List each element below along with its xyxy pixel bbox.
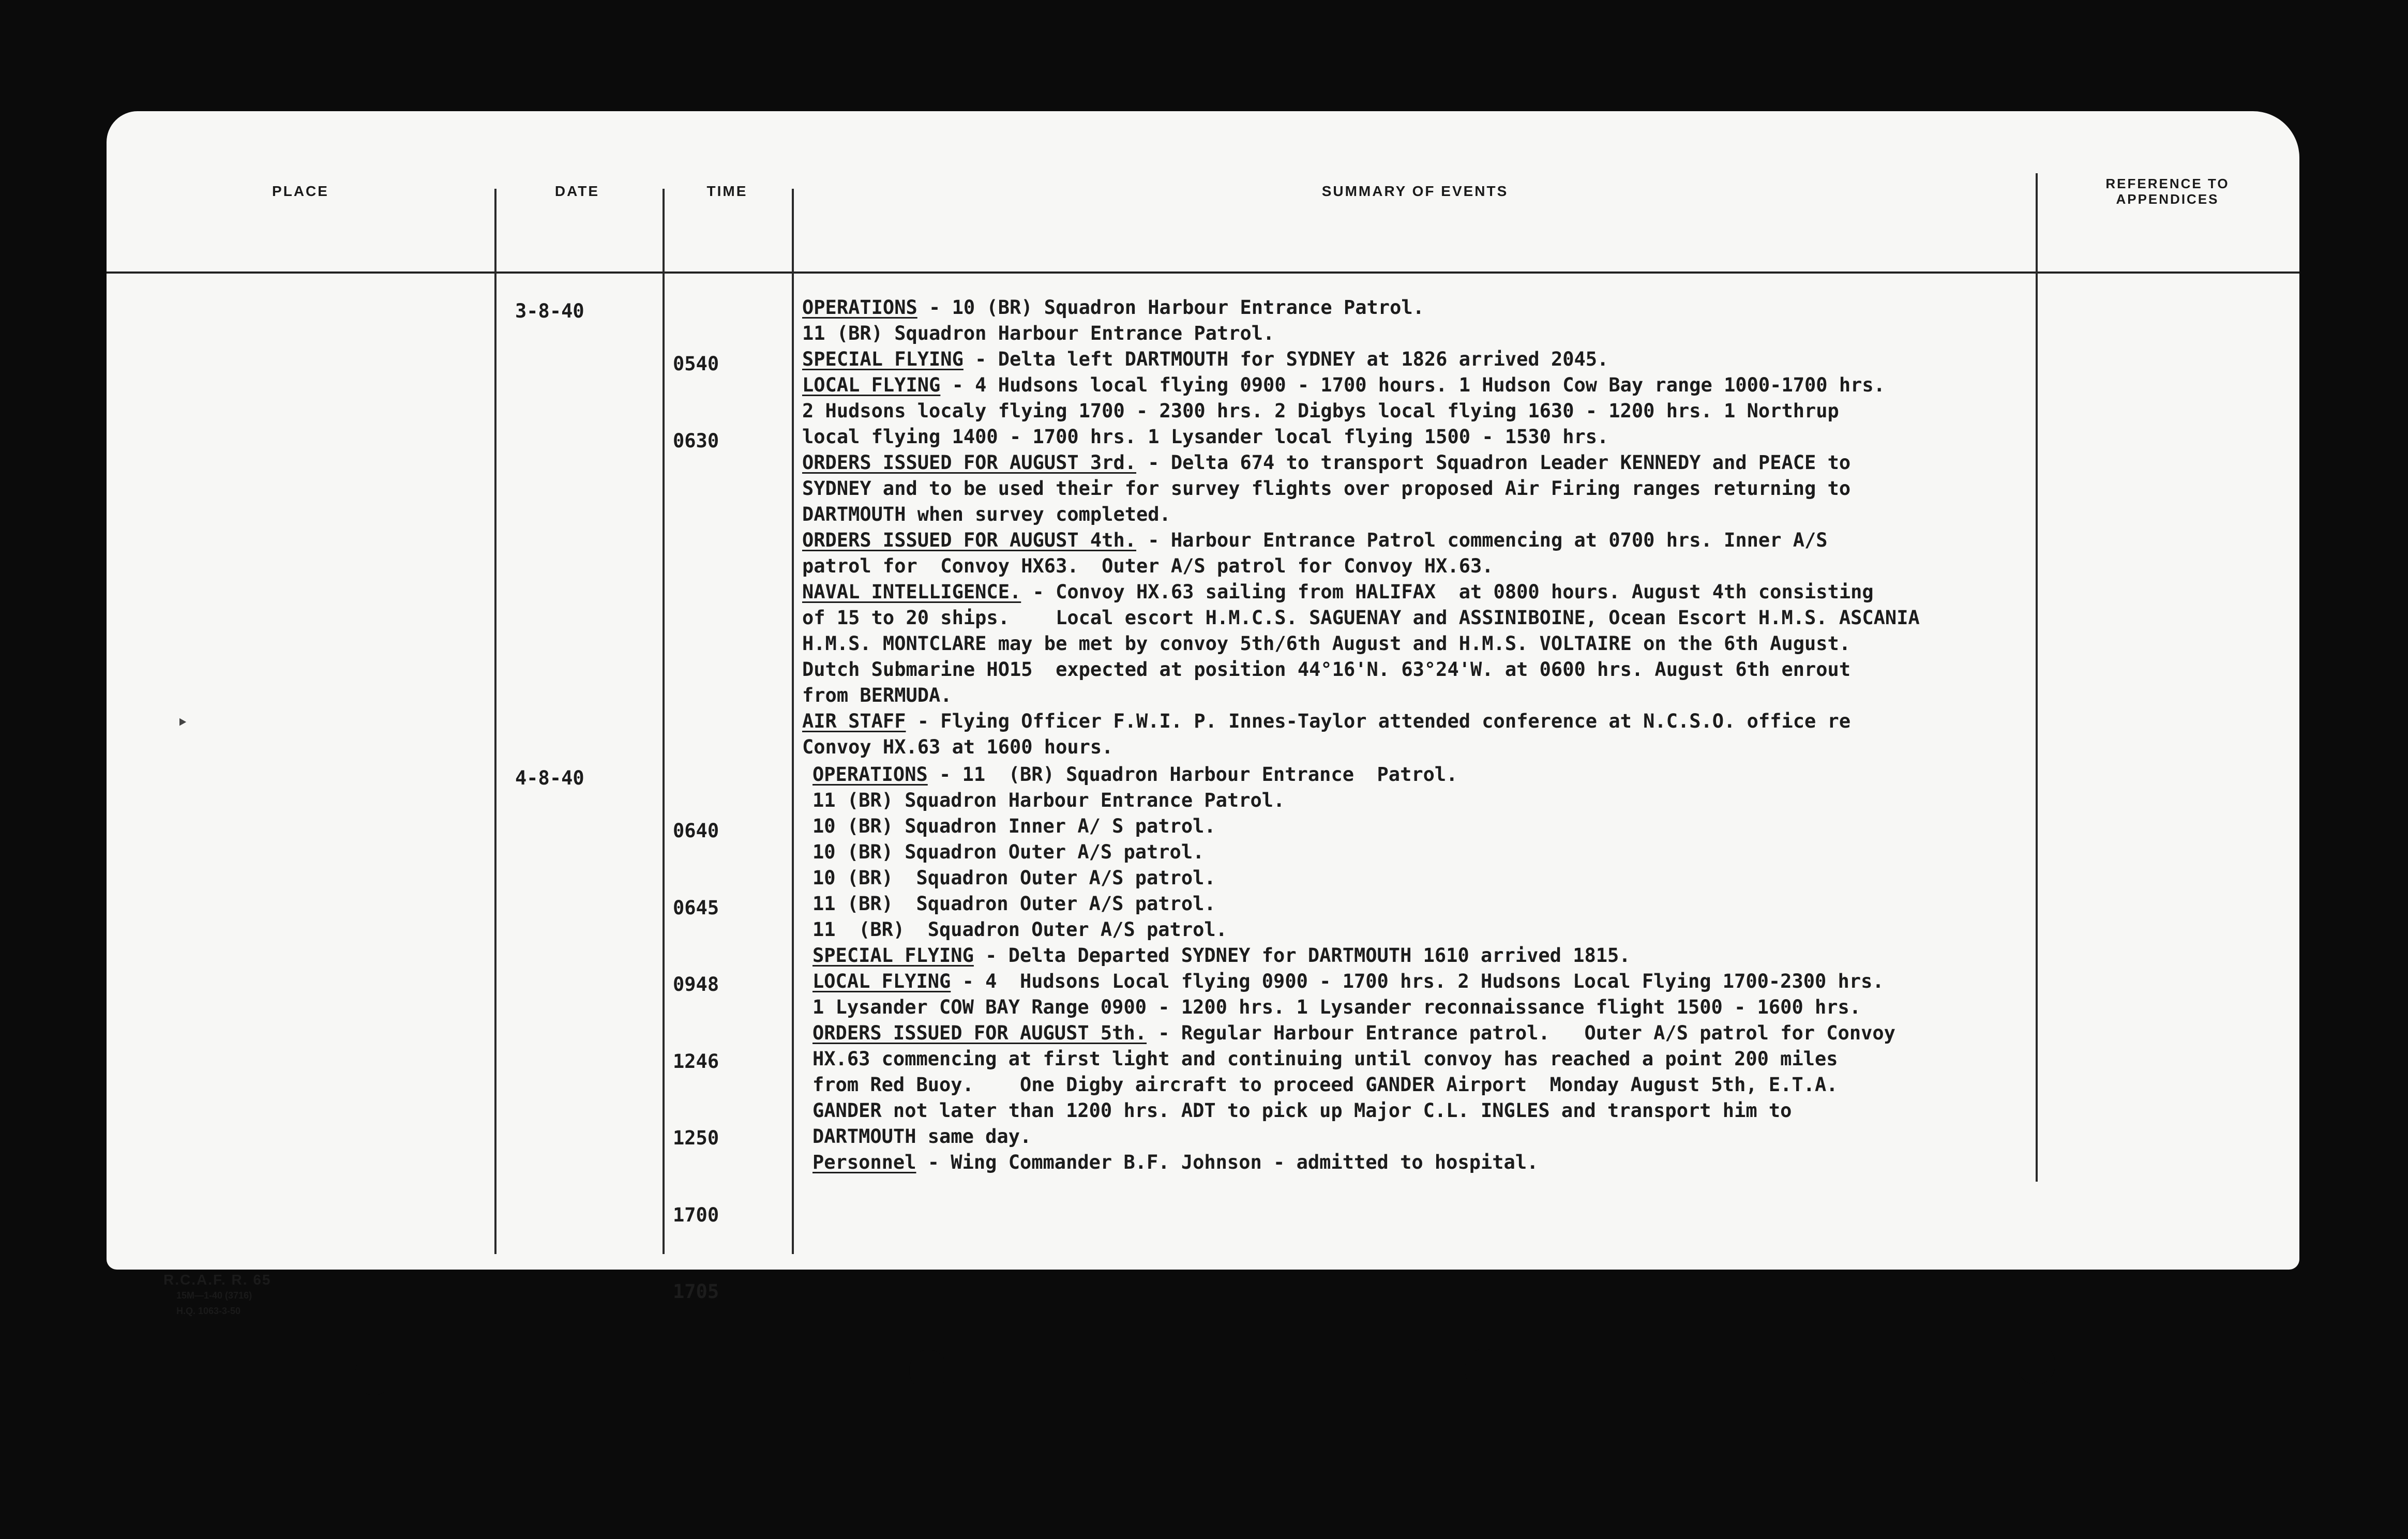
summary-line	[802, 579, 1920, 605]
summary-line	[812, 1046, 1895, 1072]
header-summary: SUMMARY OF EVENTS	[1321, 183, 1509, 199]
summary-line	[802, 734, 1920, 760]
diary-sheet	[107, 111, 2299, 1316]
summary-line	[812, 943, 1895, 969]
line-text: 10 (BR) Squadron Inner A/ S patrol.	[812, 815, 1216, 837]
line-text: from BERMUDA.	[802, 684, 952, 706]
summary-line	[812, 969, 1895, 994]
line-text: - Convoy HX.63 sailing from HALIFAX at 0800 hours. August 4th consisting	[1021, 581, 1874, 603]
punch-hole	[1465, 1349, 1503, 1390]
line-text: 1 Lysander COW BAY Range 0900 - 1200 hrs. 1 Lysander reconnaissance flight 1500 - 1600 hrs.	[812, 996, 1861, 1018]
entry-time: 0540	[673, 353, 719, 375]
summary-line	[812, 994, 1895, 1020]
line-text: local flying 1400 - 1700 hrs. 1 Lysander local flying 1500 - 1530 hrs.	[802, 426, 1609, 448]
summary-line	[812, 788, 1895, 813]
summary-line	[812, 1072, 1895, 1098]
entry-times	[673, 767, 719, 1356]
line-text: DARTMOUTH same day.	[812, 1125, 1032, 1148]
section-label: LOCAL FLYING	[802, 374, 941, 396]
line-text: - Harbour Entrance Patrol commencing at 0700 hrs. Inner A/S	[1136, 529, 1828, 551]
line-text: 10 (BR) Squadron Outer A/S patrol.	[812, 841, 1205, 863]
line-text: 11 (BR) Squadron Harbour Entrance Patrol.	[802, 322, 1275, 344]
section-label: AIR STAFF	[802, 710, 906, 732]
line-text: - Regular Harbour Entrance patrol. Outer A/S patrol for Convoy	[1147, 1022, 1895, 1044]
summary-line	[802, 346, 1920, 372]
summary-line	[802, 605, 1920, 631]
line-text: - 4 Hudsons local flying 0900 - 1700 hours. 1 Hudson Cow Bay range 1000-1700 hrs.	[940, 374, 1885, 396]
line-text: - 4 Hudsons Local flying 0900 - 1700 hrs. 2 Hudsons Local Flying 1700-2300 hrs.	[951, 970, 1884, 992]
line-text: of 15 to 20 ships. Local escort H.M.C.S. SAGUENAY and ASSINIBOINE, Ocean Escort H.M.S. ASCANIA	[802, 607, 1920, 629]
line-text: - 11 (BR) Squadron Harbour Entrance Patrol.	[927, 763, 1458, 786]
line-text: Dutch Submarine HO15 expected at position 44°16'N. 63°24'W. at 0600 hrs. August 6th enrout	[802, 658, 1851, 681]
punch-hole	[2017, 1344, 2055, 1385]
summary-line	[802, 683, 1920, 708]
section-label: OPERATIONS	[802, 296, 917, 319]
summary-line	[802, 631, 1920, 657]
summary-line	[812, 762, 1895, 788]
header-time: TIME	[706, 183, 748, 199]
line-text: patrol for Convoy HX63. Outer A/S patrol for Convoy HX.63.	[802, 555, 1494, 577]
summary-line	[802, 553, 1920, 579]
section-label: OPERATIONS	[812, 763, 928, 786]
summary-line	[812, 1150, 1895, 1175]
line-text: H.M.S. MONTCLARE may be met by convoy 5th/6th August and H.M.S. VOLTAIRE on the 6th August.	[802, 632, 1851, 655]
summary-line	[812, 1098, 1895, 1124]
summary-line	[812, 891, 1895, 917]
section-label: SPECIAL FLYING	[802, 348, 964, 370]
line-text: SYDNEY and to be used their for survey flights over proposed Air Firing ranges returning to	[802, 477, 1851, 500]
summary-line	[802, 398, 1920, 424]
summary-line	[802, 502, 1920, 527]
line-text: - 10 (BR) Squadron Harbour Entrance Patrol.	[917, 296, 1424, 319]
line-text: - Delta left DARTMOUTH for SYDNEY at 1826 arrived 2045.	[963, 348, 1609, 370]
summary-block	[812, 762, 1895, 1175]
entry-times	[673, 300, 719, 505]
summary-line	[802, 450, 1920, 476]
form-print-run: 15M—1-40 (3716)	[176, 1290, 252, 1301]
line-text: - Flying Officer F.W.I. P. Innes-Taylor attended conference at N.C.S.O. office re	[906, 710, 1851, 732]
summary-line	[812, 1020, 1895, 1046]
column-divider	[494, 189, 496, 1254]
line-text: Convoy HX.63 at 1600 hours.	[802, 736, 1113, 758]
form-hq-ref: H.Q. 1063-3-50	[176, 1306, 241, 1316]
form-code: R.C.A.F. R. 65	[163, 1272, 272, 1288]
summary-line	[812, 813, 1895, 839]
section-label: ORDERS ISSUED FOR AUGUST 3rd.	[802, 451, 1137, 474]
line-text: from Red Buoy. One Digby aircraft to proceed GANDER Airport Monday August 5th, E.T.A.	[812, 1074, 1838, 1096]
punch-hole	[909, 1350, 947, 1391]
header-divider	[107, 271, 2299, 274]
entry-time: 1250	[673, 1127, 719, 1149]
punch-hole	[355, 1354, 393, 1395]
column-divider	[792, 189, 794, 1254]
line-text: - Delta 674 to transport Squadron Leader KENNEDY and PEACE to	[1136, 451, 1851, 474]
entry-time: 1705	[673, 1280, 719, 1303]
entry-time: 1700	[673, 1203, 719, 1226]
section-label: LOCAL FLYING	[812, 970, 951, 992]
entry-time: 0640	[673, 820, 719, 842]
line-text: 2 Hudsons localy flying 1700 - 2300 hrs. 2 Digbys local flying 1630 - 1200 hrs. 1 Northrup	[802, 400, 1839, 422]
summary-line	[802, 295, 1920, 321]
entry-date: 3-8-40	[515, 300, 584, 322]
summary-line	[802, 424, 1920, 450]
summary-line	[812, 839, 1895, 865]
pencil-mark: ‣	[176, 711, 189, 735]
summary-line	[802, 708, 1920, 734]
line-text: 11 (BR) Squadron Outer A/S patrol.	[812, 918, 1227, 941]
section-label: ORDERS ISSUED FOR AUGUST 4th.	[802, 529, 1137, 551]
summary-line	[812, 1124, 1895, 1150]
section-label: NAVAL INTELLIGENCE.	[802, 581, 1021, 603]
form-identifier	[163, 1272, 271, 1319]
entry-time: 0948	[673, 973, 719, 995]
section-label: ORDERS ISSUED FOR AUGUST 5th.	[812, 1022, 1147, 1044]
line-text: DARTMOUTH when survey completed.	[802, 503, 1171, 525]
summary-line	[802, 321, 1920, 346]
section-label: SPECIAL FLYING	[812, 944, 974, 967]
summary-line	[812, 917, 1895, 943]
entry-date: 4-8-40	[515, 767, 584, 789]
summary-line	[802, 372, 1920, 398]
header-date: DATE	[554, 183, 600, 199]
summary-block	[802, 295, 1920, 760]
line-text: - Delta Departed SYDNEY for DARTMOUTH 1610 arrived 1815.	[973, 944, 1631, 967]
column-divider	[2036, 173, 2038, 1182]
summary-line	[802, 476, 1920, 502]
line-text: HX.63 commencing at first light and continuing until convoy has reached a point 200 miles	[812, 1048, 1838, 1070]
summary-line	[812, 865, 1895, 891]
line-text: 10 (BR) Squadron Outer A/S patrol.	[812, 867, 1216, 889]
header-reference: REFERENCE TO APPENDICES	[2105, 176, 2230, 207]
header-place: PLACE	[272, 183, 329, 199]
line-text: 11 (BR) Squadron Harbour Entrance Patrol.	[812, 789, 1285, 811]
entry-time: 1246	[673, 1050, 719, 1073]
column-divider	[663, 189, 665, 1254]
line-text: - Wing Commander B.F. Johnson - admitted to hospital.	[916, 1151, 1539, 1173]
summary-line	[802, 657, 1920, 683]
line-text: 11 (BR) Squadron Outer A/S patrol.	[812, 893, 1216, 915]
section-label: Personnel	[812, 1151, 916, 1173]
line-text: GANDER not later than 1200 hrs. ADT to pick up Major C.L. INGLES and transport him to	[812, 1099, 1792, 1122]
entry-time: 0645	[673, 896, 719, 919]
entry-time: 0630	[673, 429, 719, 452]
summary-line	[802, 527, 1920, 553]
